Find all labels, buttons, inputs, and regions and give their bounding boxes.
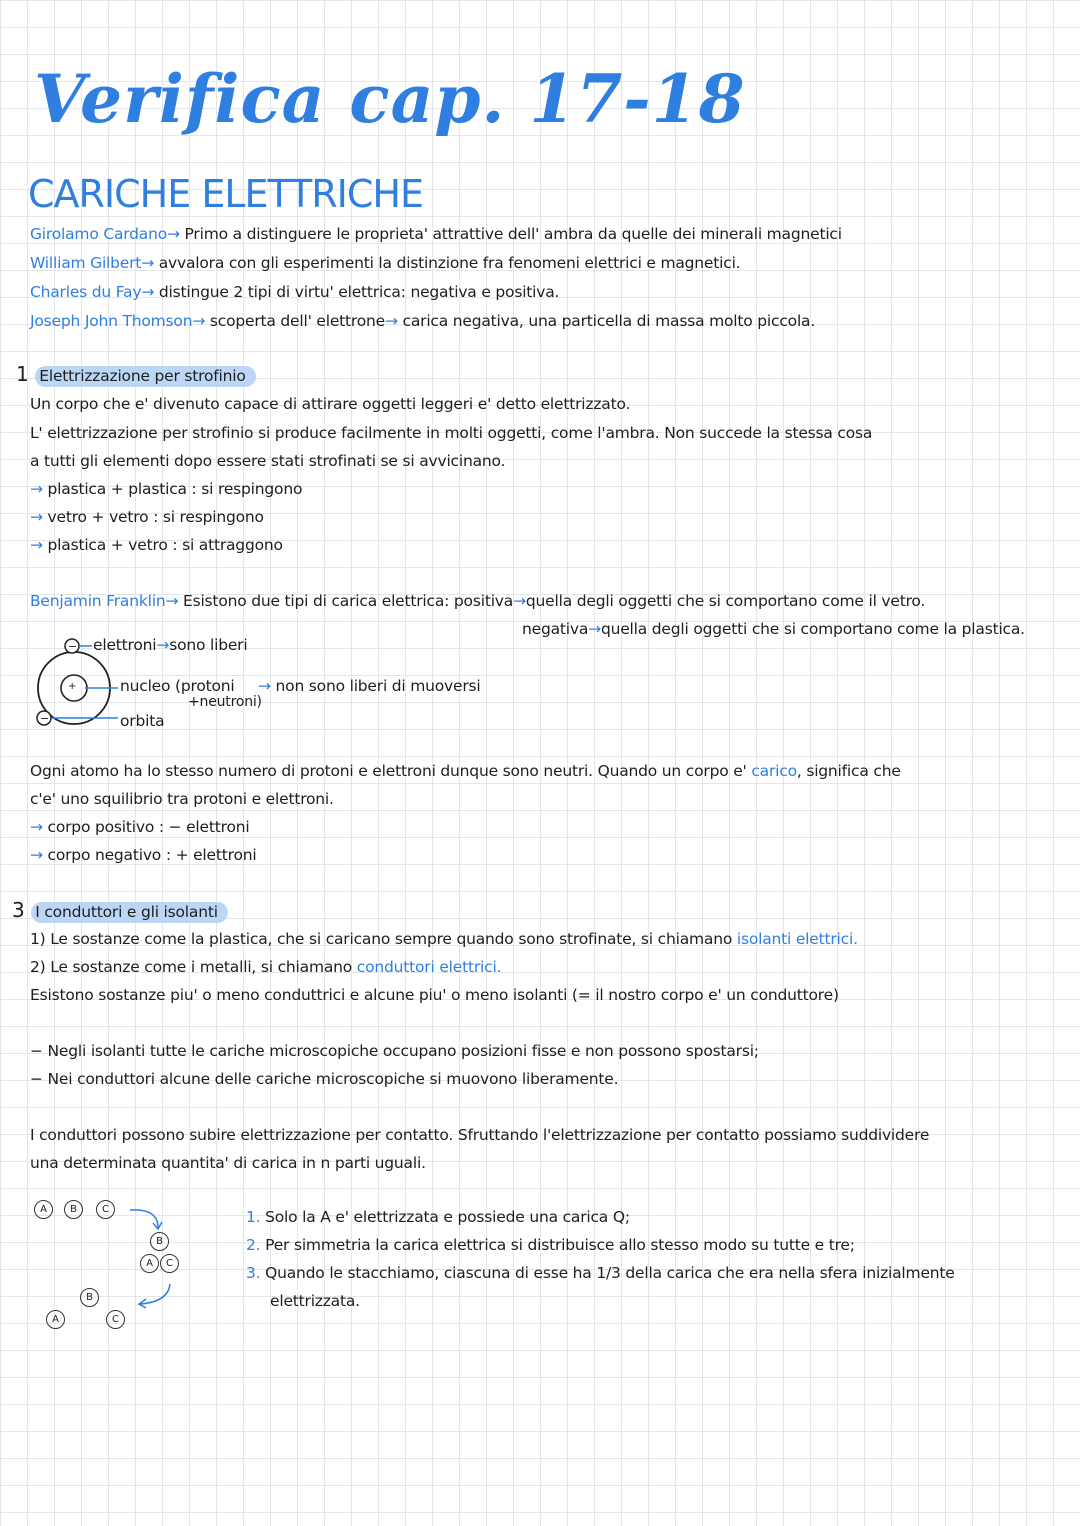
- bullet-item: → corpo negativo : + elettroni: [30, 846, 257, 864]
- section-number: 1: [16, 362, 29, 386]
- sphere-c: C: [160, 1254, 179, 1273]
- step-item: 3. Quando le stacchiamo, ciascuna di esse ha 1/3 della carica che era nella sfera inizialmente: [246, 1264, 955, 1282]
- arrow-icon: →: [385, 312, 398, 330]
- sphere-a: A: [34, 1200, 53, 1219]
- franklin-line: Benjamin Franklin→ Esistono due tipi di carica elettrica: positiva→quella degli oggetti che si comportano come il vetro.: [30, 592, 926, 610]
- list-item: 2) Le sostanze come i metalli, si chiamano conduttori elettrici.: [30, 958, 502, 976]
- scientist-name: Charles du Fay: [30, 283, 142, 301]
- nucleus-label: nucleo (protoni: [120, 677, 235, 695]
- step-item: 1. Solo la A e' elettrizzata e possiede una carica Q;: [246, 1208, 630, 1226]
- spheres-arrows: [120, 1196, 190, 1316]
- bullet-item: → plastica + plastica : si respingono: [30, 480, 303, 498]
- sphere-b: B: [64, 1200, 83, 1219]
- scientist-text: avvalora con gli esperimenti la distinzione fra fenomeni elettrici e magnetici.: [158, 254, 741, 272]
- paragraph-line: Esistono sostanze piu' o meno conduttrici e alcune piu' o meno isolanti (= il nostro corpo e' un conduttore): [30, 986, 839, 1004]
- scientist-name: Benjamin Franklin: [30, 592, 166, 610]
- section-heading: [16, 362, 256, 386]
- curved-arrow-icon: [140, 1284, 170, 1304]
- paragraph-line: Un corpo che e' divenuto capace di attirare oggetti leggeri e' detto elettrizzato.: [30, 395, 631, 413]
- list-item: 1) Le sostanze come la plastica, che si caricano sempre quando sono strofinate, si chiamano isolanti elettrici.: [30, 930, 858, 948]
- scientist-text: scoperta dell' elettrone: [209, 312, 385, 330]
- scientist-name: Girolamo Cardano: [30, 225, 168, 243]
- scientist-line: [30, 283, 559, 301]
- dash-item: − Nei conduttori alcune delle cariche microscopiche si muovono liberamente.: [30, 1070, 619, 1088]
- sphere-b: B: [150, 1232, 169, 1251]
- keyword: conduttori elettrici.: [356, 958, 502, 976]
- section-number: 3: [12, 898, 25, 922]
- orbit-label: orbita: [120, 712, 165, 730]
- paragraph-line: L' elettrizzazione per strofinio si produce facilmente in molti oggetti, come l'ambra. Non succede la stessa cosa: [30, 424, 873, 442]
- sphere-a: A: [46, 1310, 65, 1329]
- arrow-icon: →: [588, 620, 601, 638]
- scientist-line: [30, 254, 740, 272]
- page-title: Verifica cap. 17-18: [34, 60, 746, 138]
- nucleus-label-2: +neutroni): [188, 694, 262, 710]
- arrow-icon: →: [141, 254, 154, 272]
- arrow-icon: →: [165, 592, 179, 610]
- sphere-c: C: [106, 1310, 125, 1329]
- paragraph-line: a tutti gli elementi dopo essere stati strofinati se si avvicinano.: [30, 452, 506, 470]
- electron-sign-top: −: [68, 640, 78, 653]
- paragraph-line: I conduttori possono subire elettrizzazione per contatto. Sfruttando l'elettrizzazione per contatto possiamo suddividere: [30, 1126, 930, 1144]
- arrow-icon: →: [167, 225, 180, 243]
- keyword: carico: [751, 762, 797, 780]
- paragraph-line: Ogni atomo ha lo stesso numero di protoni e elettroni dunque sono neutri. Quando un corpo e' carico, significa che: [30, 762, 901, 780]
- franklin-negative: negativa→quella degli oggetti che si comportano come la plastica.: [522, 620, 1025, 638]
- scientist-line: [30, 225, 842, 243]
- section-heading-text: Elettrizzazione per strofinio: [35, 366, 255, 387]
- curved-arrow-icon: [130, 1210, 158, 1228]
- paragraph-line: una determinata quantita' di carica in n parti uguali.: [30, 1154, 426, 1172]
- scientist-line: [30, 312, 815, 330]
- arrow-icon: →: [258, 677, 271, 695]
- electron-label: elettroni→sono liberi: [93, 636, 248, 654]
- section-heading: [12, 898, 228, 922]
- step-item-continuation: elettrizzata.: [270, 1292, 360, 1310]
- electron-sign-bottom: −: [40, 712, 50, 725]
- scientist-name: William Gilbert: [30, 254, 142, 272]
- paragraph-line: c'e' uno squilibrio tra protoni e elettroni.: [30, 790, 334, 808]
- arrow-icon: →: [192, 312, 206, 330]
- keyword: isolanti elettrici.: [736, 930, 858, 948]
- arrow-icon: →: [30, 536, 43, 554]
- bullet-item: → plastica + vetro : si attraggono: [30, 536, 283, 554]
- arrow-icon: →: [513, 592, 526, 610]
- scientist-text: Primo a distinguere le proprieta' attrattive dell' ambra da quelle dei minerali magnetici: [184, 225, 842, 243]
- arrow-icon: →: [30, 480, 43, 498]
- sphere-b: B: [80, 1288, 99, 1307]
- arrow-icon: →: [141, 283, 155, 301]
- sphere-a: A: [140, 1254, 159, 1273]
- scientist-name: Joseph John Thomson: [30, 312, 193, 330]
- section-heading-text: I conduttori e gli isolanti: [31, 902, 228, 923]
- arrow-icon: →: [30, 818, 43, 836]
- arrow-icon: →: [156, 636, 170, 654]
- proton-sign: +: [68, 681, 77, 692]
- bullet-item: → corpo positivo : − elettroni: [30, 818, 250, 836]
- step-item: 2. Per simmetria la carica elettrica si distribuisce allo stesso modo su tutte e tre;: [246, 1236, 855, 1254]
- scientist-text-2: carica negativa, una particella di massa molto piccola.: [402, 312, 816, 330]
- sphere-c: C: [96, 1200, 115, 1219]
- dash-item: − Negli isolanti tutte le cariche microscopiche occupano posizioni fisse e non possono spostarsi;: [30, 1042, 759, 1060]
- scientist-text: distingue 2 tipi di virtu' elettrica: negativa e positiva.: [158, 283, 560, 301]
- bullet-item: → vetro + vetro : si respingono: [30, 508, 264, 526]
- arrow-icon: →: [30, 846, 43, 864]
- arrow-icon: →: [30, 508, 43, 526]
- nucleus-note: → non sono liberi di muoversi: [258, 677, 481, 695]
- section-title: CARICHE ELETTRICHE: [28, 172, 424, 216]
